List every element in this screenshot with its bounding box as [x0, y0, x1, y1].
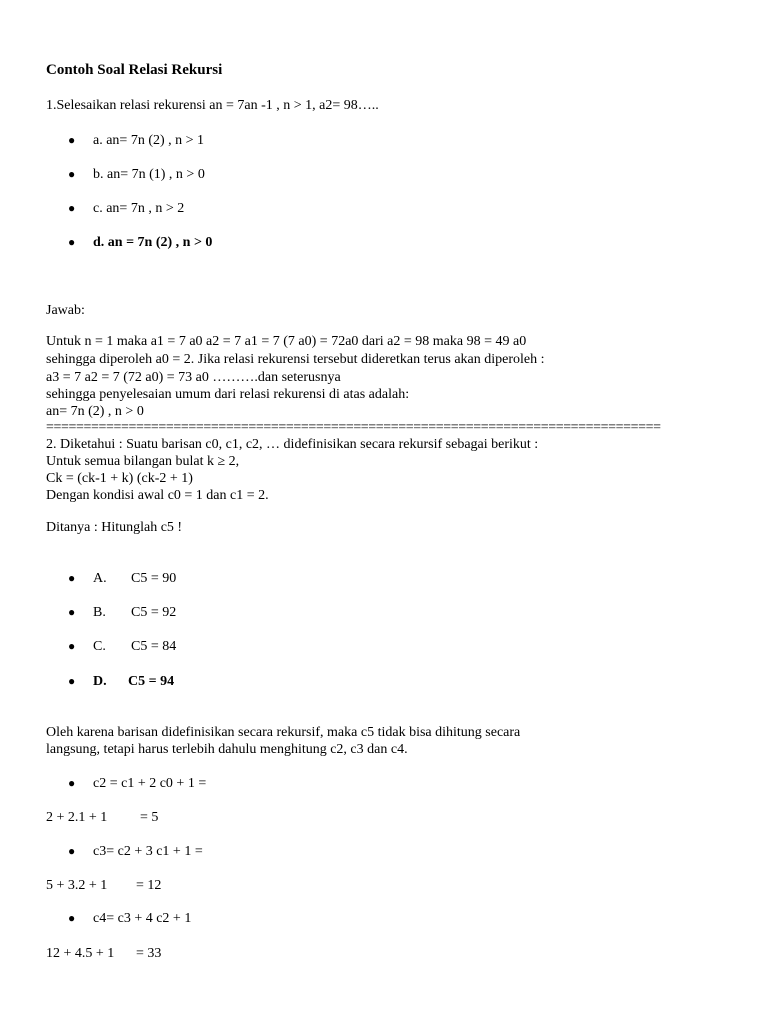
- step-calc: 2 + 2.1 + 1: [46, 810, 108, 825]
- q2-line: Dengan kondisi awal c0 = 1 dan c1 = 2.: [46, 488, 269, 503]
- explanation-line: Oleh karena barisan didefinisikan secara rekursif, maka c5 tidak bisa dihitung secara: [46, 725, 521, 740]
- bullet-icon: ●: [68, 776, 76, 790]
- step-formula: c2 = c1 + 2 c0 + 1 =: [93, 776, 207, 791]
- q2-line: Ck = (ck-1 + k) (ck-2 + 1): [46, 471, 193, 486]
- answer-line: Untuk n = 1 maka a1 = 7 a0 a2 = 7 a1 = 7 (7 a0) = 72a0 dari a2 = 98 maka 98 = 49 a0: [46, 334, 527, 349]
- bullet-icon: ●: [68, 639, 76, 653]
- step-result: = 5: [140, 810, 159, 825]
- q2-option-d: C5 = 94: [128, 674, 175, 689]
- q1-option-b: b. an= 7n (1) , n > 0: [93, 167, 205, 182]
- bullet-icon: ●: [68, 235, 76, 249]
- bullet-icon: ●: [68, 167, 76, 181]
- q1-question: 1.Selesaikan relasi rekurensi an = 7an -1 , n > 1, a2= 98…..: [46, 98, 379, 113]
- bullet-icon: ●: [68, 201, 76, 215]
- bullet-icon: ●: [68, 844, 76, 858]
- answer-line: sehingga diperoleh a0 = 2. Jika relasi rekurensi tersebut dideretkan terus akan diperoleh :: [46, 352, 545, 367]
- step-formula: c3= c2 + 3 c1 + 1 =: [93, 844, 203, 859]
- q1-option-a: a. an= 7n (2) , n > 1: [93, 133, 205, 148]
- step-formula: c4= c3 + 4 c2 + 1: [93, 911, 192, 926]
- bullet-icon: ●: [68, 911, 76, 925]
- q2-option-b: C5 = 92: [131, 605, 177, 620]
- q2-option-letter: B.: [93, 605, 106, 620]
- step-result: = 33: [136, 946, 162, 961]
- q2-option-letter: A.: [93, 571, 107, 586]
- step-calc: 12 + 4.5 + 1: [46, 946, 115, 961]
- q2-option-letter: D.: [93, 674, 107, 689]
- bullet-icon: ●: [68, 571, 76, 585]
- q2-line: 2. Diketahui : Suatu barisan c0, c1, c2, … didefinisikan secara rekursif sebagai berikut :: [46, 437, 539, 452]
- q1-option-c: c. an= 7n , n > 2: [93, 201, 185, 216]
- step-result: = 12: [136, 878, 162, 893]
- q1-option-d: d. an = 7n (2) , n > 0: [93, 235, 213, 250]
- jawab-label: Jawab:: [46, 303, 85, 318]
- step-calc: 5 + 3.2 + 1: [46, 878, 108, 893]
- bullet-icon: ●: [68, 605, 76, 619]
- q2-line: Untuk semua bilangan bulat k ≥ 2,: [46, 454, 240, 469]
- q2-option-a: C5 = 90: [131, 571, 177, 586]
- q2-option-letter: C.: [93, 639, 106, 654]
- ditanya-line: Ditanya : Hitunglah c5 !: [46, 520, 183, 535]
- answer-line: sehingga penyelesaian umum dari relasi rekurensi di atas adalah:: [46, 387, 410, 402]
- answer-line: an= 7n (2) , n > 0: [46, 404, 144, 419]
- page-title: Contoh Soal Relasi Rekursi: [46, 62, 223, 78]
- bullet-icon: ●: [68, 133, 76, 147]
- separator-line: ==================================================================================: [46, 420, 661, 435]
- bullet-icon: ●: [68, 674, 76, 688]
- explanation-line: langsung, tetapi harus terlebih dahulu menghitung c2, c3 dan c4.: [46, 742, 408, 757]
- answer-line: a3 = 7 a2 = 7 (72 a0) = 73 a0 ……….dan seterusnya: [46, 370, 341, 385]
- q2-option-c: C5 = 84: [131, 639, 177, 654]
